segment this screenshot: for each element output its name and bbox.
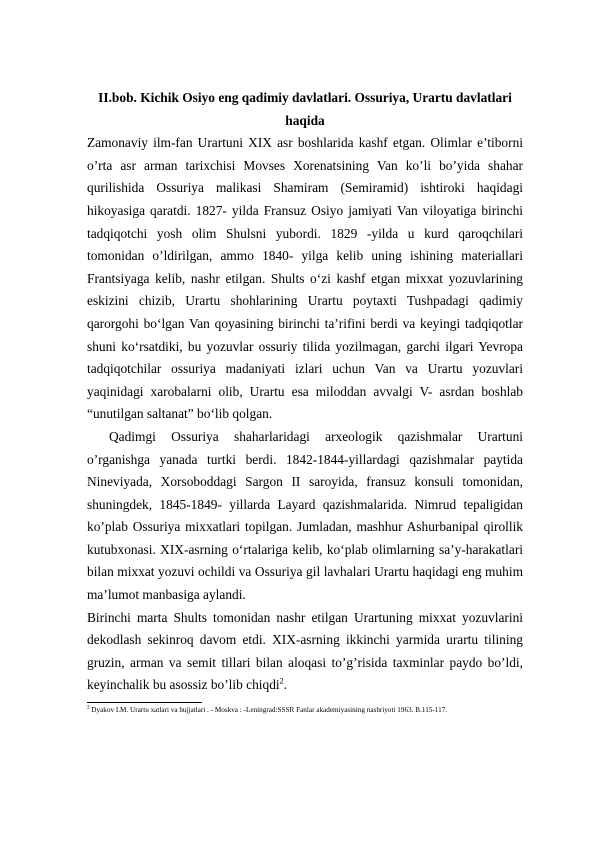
footnote-marker: 2 xyxy=(87,705,90,711)
document-page xyxy=(87,87,523,716)
paragraph-3 xyxy=(87,607,523,697)
footnote-divider xyxy=(87,702,202,703)
paragraph-2: Qadimgi Ossuriya shaharlaridagi arxeologik qazishmalar Urartuni o’rganishga yanada turtki berdi. 1842-1844-yillardagi qazishmalar paytida Nineviyada, Xorsoboddagi Sargon II saroyida, fransuz konsuli tomonidan, shuningdek, 1845-1849- yillarda Layard qazishmalarida. Nimrud tepaligidan ko’plab Ossuriya mixxatlari topilgan. Jumladan, mashhur Ashurbanipal qirollik kutubxonasi. XIX-asrning o‘rtalariga kelib, ko‘plab olimlarning saʼy-harakatlari bilan mixxat yozuvi ochildi va Ossuriya gil lavhalari Urartu haqidagi eng muhim maʼlumot manbasiga aylandi. xyxy=(87,428,523,603)
footnote-reference[interactable]: 2 xyxy=(279,676,284,686)
paragraph-1: Zamonaviy ilm-fan Urartuni XIX asr boshlarida kashf etgan. Olimlar e’tiborni o’rta asr arman tarixchisi Movses Xorenatsining Van ko’li bo’yida shahar qurilishida Ossuriya malikasi Shamiram (Semiramid) ishtiroki haqidagi hikoyasiga qaratdi. 1827- yilda Fransuz Osiyo jamiyati Van viloyatiga birinchi tadqiqotchi yosh olim Shulsni yubordi. 1829 -yilda u kurd qaroqchilari tomonidan o’ldirilgan, ammo 1840- yilga kelib uning ishining materiallari Frantsiyaga kelib, nashr etilgan. Shults o‘zi kashf etgan mixxat yozuvlarining eskizini chizib, Urartu shohlarining Urartu poytaxti Tushpadagi qadimiy qarorgohi bo‘lgan Van qoyasining birinchi taʼrifini berdi va keyingi tadqiqotlar shuni ko‘rsatdiki, bu yozuvlar ossuriy tilida yozilmagan, garchi ilgari Yevropa tadqiqotchilar ossuriya madaniyati izlari uchun Van va Urartu yozuvlari yaqinidagi xarobalarni olib, Urartu esa miloddan avvalgi V- asrdan boshlab “unutilgan saltanat” bo‘lib qolgan. xyxy=(87,135,523,422)
footnote xyxy=(87,705,523,716)
footnote-text: Dyakov I.M. Urartu xatlari va hujjatlari . - Moskva : -Leningrad:SSSR Fanlar akademiyasining nashriyoti 1963. B.115-117. xyxy=(89,706,448,715)
chapter-heading: II.bob. Kichik Osiyo eng qadimiy davlatlari. Ossuriya, Urartu davlatlari haqida xyxy=(98,90,512,128)
paragraph-3-text: Birinchi marta Shults tomonidan nashr etilgan Urartuning mixxat yozuvlarini dekodlash sekinroq davom etdi. XIX-asrning ikkinchi yarmida urartu tilining gruzin, arman va semit tillari bilan aloqasi to’g’risida taxminlar paydo bo’ldi, keyinchalik bu asossiz bo’lib chiqdi xyxy=(87,609,523,693)
paragraph-3-end: . xyxy=(283,677,288,693)
